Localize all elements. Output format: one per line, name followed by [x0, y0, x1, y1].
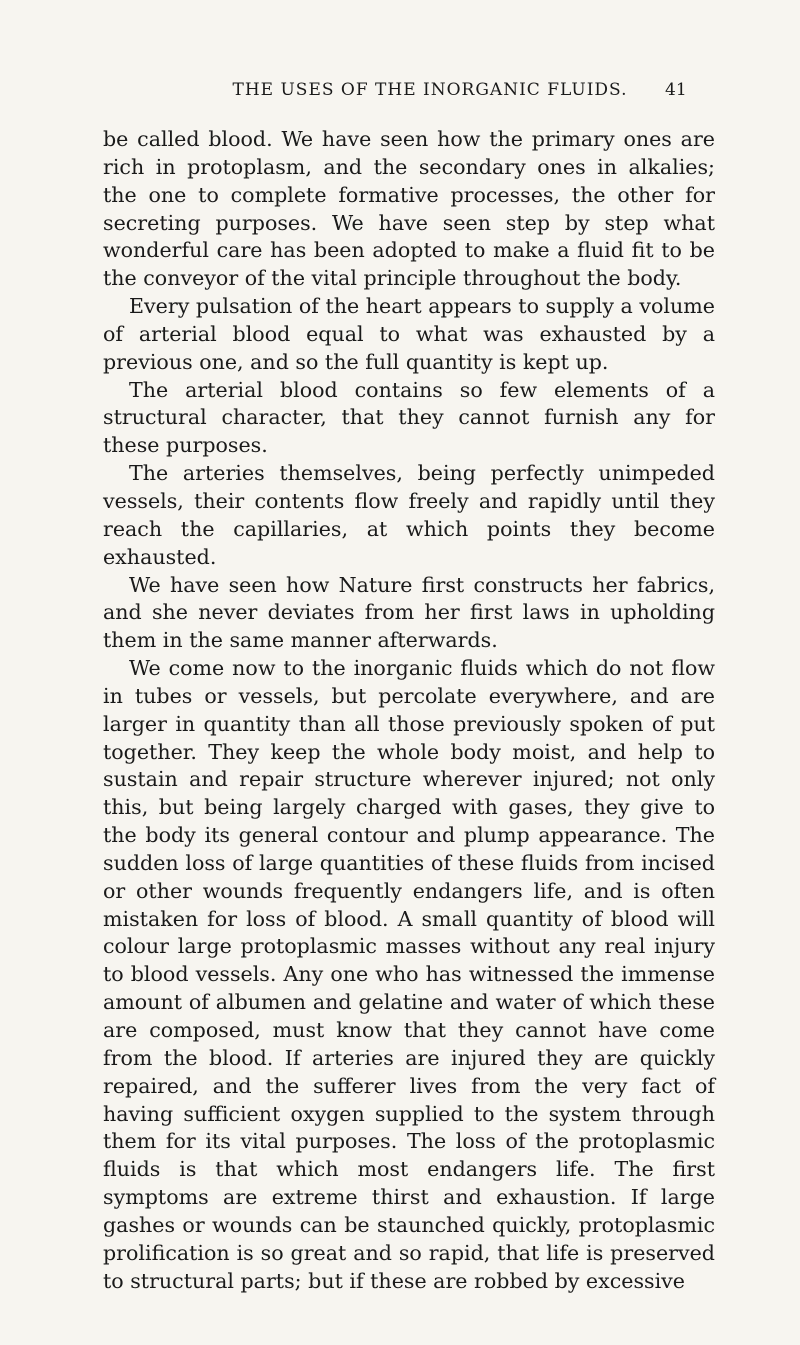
paragraph-2: Every pulsation of the heart appears to supply a volume of arterial blood equal to what was exhausted by a previous one, and so the full quantity is kept up. — [103, 294, 715, 374]
paragraph-4: The arteries themselves, being perfectly unimpeded vessels, their contents flow freely and rapidly until they reach the capillaries, at which points they become exhausted. — [103, 461, 715, 569]
paragraph-3: The arterial blood contains so few elements of a structural character, that they cannot furnish any for these purposes. — [103, 377, 715, 458]
body-text — [103, 126, 715, 1295]
paragraph-5: We have seen how Nature first constructs her fabrics, and she never deviates from her first laws in upholding them in the same manner afterwards. — [103, 572, 715, 653]
running-title: THE USES OF THE INORGANIC FLUIDS. — [232, 80, 628, 100]
running-head — [150, 80, 710, 100]
page-number: 41 — [665, 80, 687, 100]
paragraph-6: We come now to the inorganic fluids which do not flow in tubes or vessels, but percolate everywhere, and are larger in quantity than all those previously spoken of put together. They keep the whole body moist, and help to sustain and repair structure wherever injured; not only this, but being largely charged with gases, they give to the body its general contour and plump appearance. The sudden loss of large quantities of these fluids from incised or other wounds frequently endangers life, and is often mistaken for loss of blood. A small quantity of blood will colour large protoplasmic masses without any real injury to blood vessels. Any one who has witnessed the immense amount of albumen and gelatine and water of which these are composed, must know that they cannot have come from the blood. If arteries are injured they are quickly repaired, and the sufferer lives from the very fact of having sufficient oxygen supplied to the system through them for its vital purposes. The loss of the protoplasmic fluids is that which most endangers life. The first symptoms are extreme thirst and exhaustion. If large gashes or wounds can be staunched quickly, protoplasmic prolification is so great and so rapid, that life is preserved to structural parts; but if these are robbed by excessive — [103, 656, 715, 1293]
paragraph-1: be called blood. We have seen how the primary ones are rich in protoplasm, and the secondary ones in alkalies; the one to complete formative processes, the other for secreting purposes. We have seen step by step what wonderful care has been adopted to make a fluid fit to be the conveyor of the vital principle throughout the body. — [103, 127, 715, 291]
